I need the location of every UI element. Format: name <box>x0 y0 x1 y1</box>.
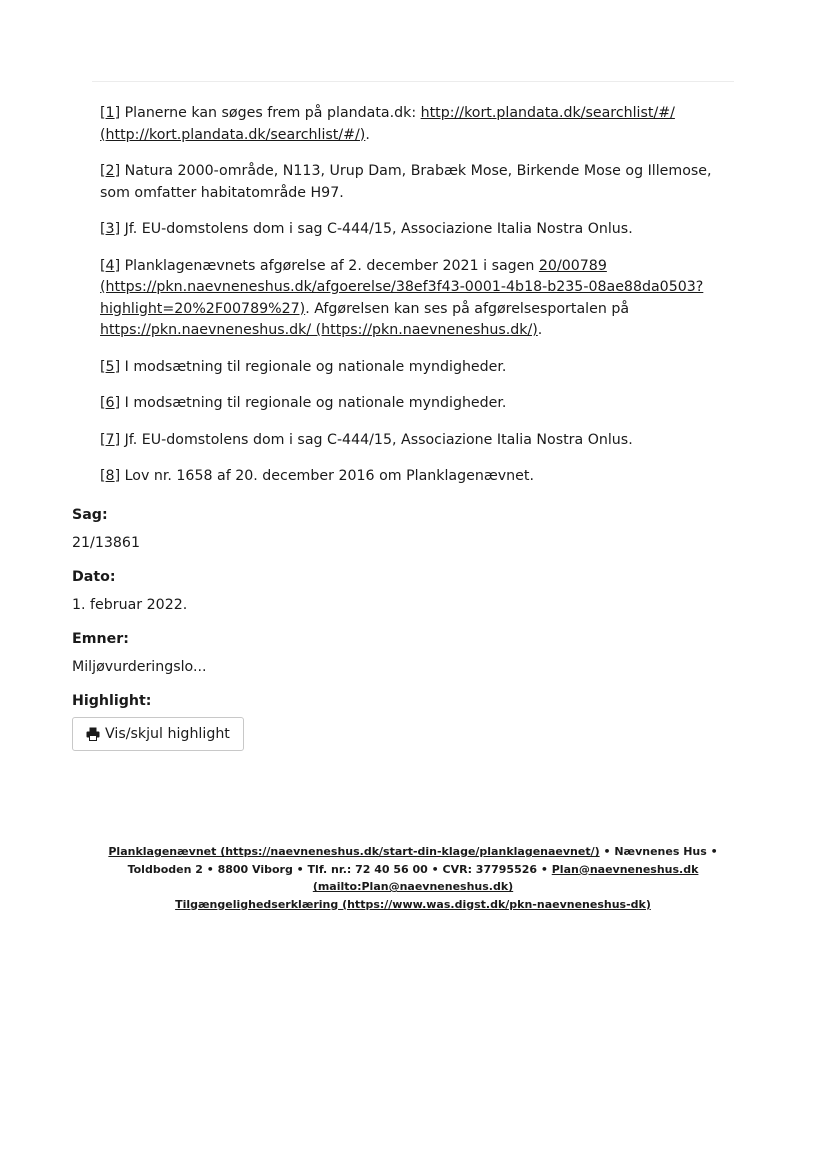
footer-org-link[interactable]: Planklagenævnet (https://naevneneshus.dk/start-din-klage/planklagenaevnet/) <box>108 845 600 858</box>
footnote-link[interactable]: http://kort.plandata.dk/searchlist/#/ (http://kort.plandata.dk/searchlist/#/) <box>100 105 675 143</box>
emner-value: Miljøvurderingslo... <box>72 659 207 675</box>
dato-value: 1. februar 2022. <box>72 597 188 613</box>
footnote: [4] Planklagenævnets afgørelse af 2. december 2021 i sagen 20/00789 (https://pkn.naevneneshus.dk/afgoerelse/38ef3f43-0001-4b18-b235-08ae88da0503?highlight=20%2F00789%27). Afgørelsen kan ses på afgørelsesportalen på https://pkn.naevneneshus.dk/ (https://pkn.naevneneshus.dk/). <box>100 257 704 338</box>
sag-value: 21/13861 <box>72 535 140 551</box>
footnote: [3] Jf. EU-domstolens dom i sag C-444/15, Associazione Italia Nostra Onlus. <box>100 221 633 237</box>
footnote: [6] I modsætning til regionale og nationale myndigheder. <box>100 395 507 411</box>
toggle-highlight-button[interactable] <box>72 717 244 751</box>
dato-label: Dato: <box>72 569 116 585</box>
footnote-text: Natura 2000-område, N113, Urup Dam, Brabæk Mose, Birkende Mose og Illemose, som omfatter habitatområde H97. <box>100 163 712 201</box>
footnote: [5] I modsætning til regionale og nationale myndigheder. <box>100 358 507 375</box>
footnote-ref-link[interactable]: 8 <box>105 468 115 484</box>
footnote-ref-link[interactable]: 5 <box>105 358 115 375</box>
footnotes-list <box>100 103 730 503</box>
footnote-text: Jf. EU-domstolens dom i sag C-444/15, Associazione Italia Nostra Onlus. <box>124 431 633 448</box>
footnote-text: I modsætning til regionale og nationale myndigheder. <box>124 395 507 411</box>
footnote-ref-link[interactable]: 4 <box>105 257 115 274</box>
footnote-ref-link[interactable]: 1 <box>105 105 115 121</box>
footnote-link[interactable]: 20/00789 (https://pkn.naevneneshus.dk/afgoerelse/38ef3f43-0001-4b18-b235-08ae88da0503?highlight=20%2F00789%27) <box>100 257 704 317</box>
footnote: [1] Planerne kan søges frem på plandata.dk: http://kort.plandata.dk/searchlist/#/ (http://kort.plandata.dk/searchlist/#/). <box>100 105 675 143</box>
footnote-text: Planklagenævnets afgørelse af 2. december 2021 i sagen <box>124 257 539 274</box>
footnote-ref-link[interactable]: 6 <box>105 395 115 411</box>
footnote-text: . Afgørelsen kan ses på afgørelsesportalen på <box>305 300 630 317</box>
footnote-link[interactable]: https://pkn.naevneneshus.dk/ (https://pkn.naevneneshus.dk/) <box>100 322 538 338</box>
sag-label: Sag: <box>72 507 108 523</box>
footnote-text: Planerne kan søges frem på plandata.dk: <box>124 105 421 121</box>
footnote-ref-link[interactable]: 3 <box>105 221 115 237</box>
footnote-text: Jf. EU-domstolens dom i sag C-444/15, Associazione Italia Nostra Onlus. <box>124 221 633 237</box>
footer-accessibility-link[interactable]: Tilgængelighedserklæring (https://www.was.digst.dk/pkn-naevneneshus-dk) <box>175 897 651 911</box>
footnote: [2] Natura 2000-område, N113, Urup Dam, Brabæk Mose, Birkende Mose og Illemose, som omfatter habitatområde H97. <box>100 163 712 201</box>
footnote-text: Lov nr. 1658 af 20. december 2016 om Planklagenævnet. <box>124 468 534 484</box>
footnote-text: I modsætning til regionale og nationale myndigheder. <box>124 358 507 375</box>
toggle-highlight-label: Vis/skjul highlight <box>105 726 230 742</box>
footnote-text: . <box>537 322 543 338</box>
header-divider <box>92 81 734 82</box>
footnote-ref-link[interactable]: 7 <box>105 431 115 448</box>
footnote: [7] Jf. EU-domstolens dom i sag C-444/15, Associazione Italia Nostra Onlus. <box>100 431 633 448</box>
footer-address: • Nævnenes Hus • Toldboden 2 • 8800 Viborg • Tlf. nr.: 72 40 56 00 • CVR: 37795526 • <box>127 845 718 876</box>
footnote: [8] Lov nr. 1658 af 20. december 2016 om Planklagenævnet. <box>100 468 534 484</box>
case-metadata <box>72 505 244 751</box>
highlight-label: Highlight: <box>72 693 152 709</box>
emner-label: Emner: <box>72 631 129 647</box>
printer-icon <box>86 727 100 741</box>
footer-mail-link[interactable]: Plan@naevneneshus.dk (mailto:Plan@naevneneshus.dk) <box>312 862 699 893</box>
footnote-ref-link[interactable]: 2 <box>105 163 115 179</box>
page-footer <box>92 843 734 913</box>
footnote-text: . <box>365 126 370 143</box>
